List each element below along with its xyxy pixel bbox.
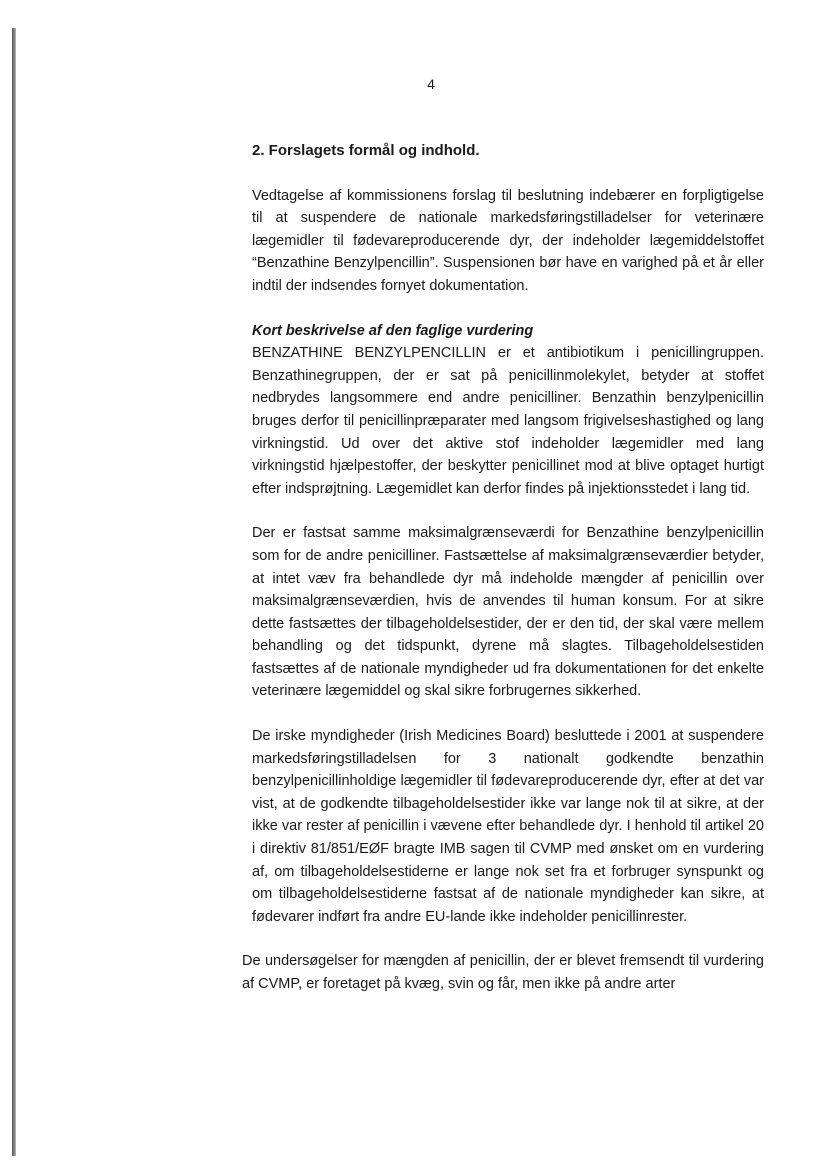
scan-edge-shadow [12, 28, 16, 1156]
intro-paragraph: Vedtagelse af kommissionens forslag til beslutning indebærer en forpligtigelse til at suspendere de nationale markedsføringstilladelser for veterinære lægemidler til fødevareproducerende dyr, der indeholder lægemiddelstoffet “Benzathine Benzylpencillin”. Suspensionen bør have en varighed på et år eller indtil der indsendes fornyet dokumentation. [252, 187, 764, 294]
paragraph-2: Der er fastsat samme maksimalgrænseværdi for Benzathine benzylpenicillin som for de andre penicilliner. Fastsættelse af maksimalgrænseværdier betyder, at intet væv fra behandlede dyr må indeholde mængder af penicillin over maksimalgrænseværdien, hvis de anvendes til human konsum. For at sikre dette fastsættes der tilbageholdelsestider, der er den tid, der skal være mellem behandling og det tidspunkt, dyrene må slagtes. Tilbageholdelsestiden fastsættes af de nationale myndigheder ud fra dokumentationen for det enkelte veterinære lægemiddel og skal sikre forbrugernes sikkerhed. [252, 525, 764, 700]
section-heading: 2. Forslagets formål og indhold. [252, 142, 480, 159]
paragraph-4: De undersøgelser for mængden af penicillin, der er blevet fremsendt til vurdering af CVMP, er foretaget på kvæg, svin og får, men ikke på andre arter [242, 953, 764, 992]
page-number: 4 [427, 76, 435, 92]
paragraph-1: BENZATHINE BENZYLPENCILLIN er et antibiotikum i penicillingruppen. Benzathinegruppen, der er sat på penicillinmolekylet, betyder at stoffet nedbrydes langsommere end andre penicilliner. Benzathin benzylpenicillin bruges derfor til penicillinpræparater med langsom frigivelseshastighed og lang virkningstid. Ud over det aktive stof indeholder lægemidler med lang virkningstid hjælpestoffer, der beskytter penicillinet mod at blive optaget hurtigt efter indsprøjtning. Lægemidlet kan derfor findes på injektionsstedet i lang tid. [252, 345, 764, 497]
subheading: Kort beskrivelse af den faglige vurdering [252, 322, 534, 339]
paragraph-3: De irske myndigheder (Irish Medicines Board) besluttede i 2001 at suspendere markedsføringstilladelsen for 3 nationalt godkendte benzathin benzylpenicillinholdige lægemidler til fødevareproducerende dyr, efter at det var vist, at de godkendte tilbageholdelsestider ikke var lange nok til at sikre, at der ikke var rester af penicillin i vævene efter behandlede dyr. I henhold til artikel 20 i direktiv 81/851/EØF bragte IMB sagen til CVMP med ønsket om en vurdering af, om tilbageholdelsestiderne er lange nok set fra et forbruger synspunkt og om tilbageholdelsestiderne fastsat af de nationale myndigheder kan sikre, at fødevarer indført fra andre EU-lande ikke indeholder penicillinrester. [252, 728, 764, 925]
document-body [242, 140, 764, 996]
